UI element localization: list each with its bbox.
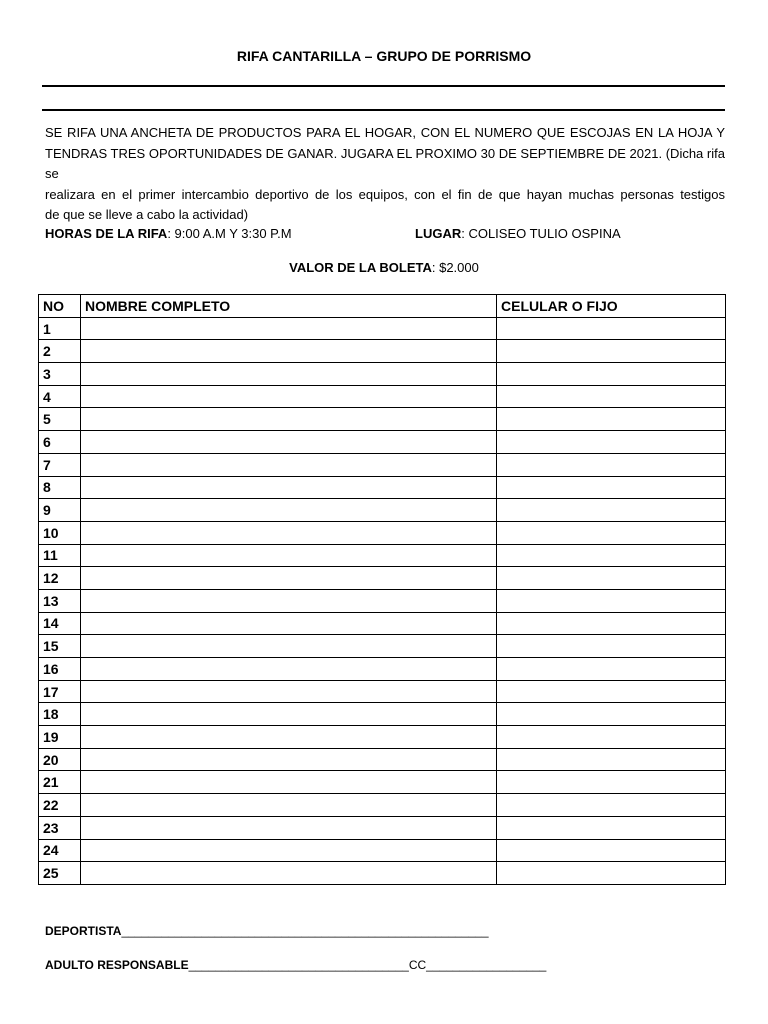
phone-cell[interactable] [497,544,726,567]
name-cell[interactable] [81,771,497,794]
phone-cell[interactable] [497,499,726,522]
phone-cell[interactable] [497,794,726,817]
name-cell[interactable] [81,363,497,386]
table-header-row [39,295,726,318]
row-number: 21 [39,771,81,794]
cc-line[interactable]: __________________ [426,958,547,972]
guardian-label: ADULTO RESPONSABLE [45,958,189,972]
table-row [39,431,726,454]
row-number: 7 [39,453,81,476]
raffle-hours-value: : 9:00 A.M Y 3:30 P.M [167,226,292,241]
name-cell[interactable] [81,385,497,408]
phone-cell[interactable] [497,726,726,749]
name-cell[interactable] [81,431,497,454]
row-number: 2 [39,340,81,363]
page-title: RIFA CANTARILLA – GRUPO DE PORRISMO [236,48,532,64]
row-number: 5 [39,408,81,431]
guardian-signature [45,958,546,972]
table-row [39,748,726,771]
name-cell[interactable] [81,794,497,817]
divider-line [42,109,725,111]
phone-cell[interactable] [497,635,726,658]
table-row [39,658,726,681]
header-no: NO [39,295,81,318]
phone-cell[interactable] [497,521,726,544]
table-row [39,726,726,749]
row-number: 24 [39,839,81,862]
raffle-place [415,226,621,241]
name-cell[interactable] [81,816,497,839]
guardian-signature-line[interactable]: _________________________________ [188,958,409,972]
phone-cell[interactable] [497,453,726,476]
row-number: 15 [39,635,81,658]
name-cell[interactable] [81,658,497,681]
name-cell[interactable] [81,589,497,612]
table-row [39,476,726,499]
row-number: 22 [39,794,81,817]
table-row [39,816,726,839]
phone-cell[interactable] [497,589,726,612]
phone-cell[interactable] [497,476,726,499]
row-number: 4 [39,385,81,408]
row-number: 8 [39,476,81,499]
name-cell[interactable] [81,317,497,340]
row-number: 9 [39,499,81,522]
table-row [39,363,726,386]
header-phone: CELULAR O FIJO [497,295,726,318]
table-row [39,317,726,340]
phone-cell[interactable] [497,408,726,431]
table-row [39,408,726,431]
name-cell[interactable] [81,476,497,499]
athlete-label: DEPORTISTA [45,924,122,938]
row-number: 6 [39,431,81,454]
phone-cell[interactable] [497,340,726,363]
row-number: 25 [39,862,81,885]
row-number: 19 [39,726,81,749]
phone-cell[interactable] [497,816,726,839]
name-cell[interactable] [81,839,497,862]
table-row [39,385,726,408]
cc-label: CC [408,958,427,972]
row-number: 16 [39,658,81,681]
phone-cell[interactable] [497,385,726,408]
table-row [39,612,726,635]
phone-cell[interactable] [497,658,726,681]
ticket-price-label: VALOR DE LA BOLETA [289,260,432,275]
row-number: 14 [39,612,81,635]
participants-table [38,294,726,885]
name-cell[interactable] [81,726,497,749]
intro-line: realizara en el primer intercambio deportivo de los equipos, con el fin de que hayan muchas personas testigos [45,186,725,202]
name-cell[interactable] [81,612,497,635]
intro-line: de que se lleve a cabo la actividad) [45,207,249,222]
raffle-place-value: : COLISEO TULIO OSPINA [461,226,621,241]
row-number: 13 [39,589,81,612]
row-number: 20 [39,748,81,771]
name-cell[interactable] [81,862,497,885]
phone-cell[interactable] [497,680,726,703]
divider-line [42,85,725,87]
table-row [39,703,726,726]
table-body [39,317,726,884]
raffle-place-label: LUGAR [415,226,462,241]
raffle-hours-label: HORAS DE LA RIFA [45,226,168,241]
athlete-signature [45,924,489,938]
name-cell[interactable] [81,408,497,431]
table-row [39,771,726,794]
ticket-price-value: : $2.000 [431,260,479,275]
name-cell[interactable] [81,635,497,658]
phone-cell[interactable] [497,748,726,771]
phone-cell[interactable] [497,363,726,386]
table-row [39,635,726,658]
row-number: 12 [39,567,81,590]
table-row [39,680,726,703]
name-cell[interactable] [81,499,497,522]
name-cell[interactable] [81,680,497,703]
row-number: 3 [39,363,81,386]
table-row [39,589,726,612]
table-row [39,794,726,817]
name-cell[interactable] [81,703,497,726]
athlete-signature-line[interactable]: _______________________________________________________ [121,924,489,938]
phone-cell[interactable] [497,431,726,454]
name-cell[interactable] [81,453,497,476]
phone-cell[interactable] [497,317,726,340]
phone-cell[interactable] [497,862,726,885]
phone-cell[interactable] [497,771,726,794]
phone-cell[interactable] [497,839,726,862]
phone-cell[interactable] [497,612,726,635]
raffle-hours [45,226,292,241]
name-cell[interactable] [81,748,497,771]
row-number: 23 [39,816,81,839]
name-cell[interactable] [81,521,497,544]
table-row [39,567,726,590]
name-cell[interactable] [81,544,497,567]
table-row [39,499,726,522]
row-number: 18 [39,703,81,726]
name-cell[interactable] [81,340,497,363]
table-row [39,862,726,885]
ticket-price [0,260,768,275]
intro-paragraph [45,123,725,226]
row-number: 1 [39,317,81,340]
row-number: 17 [39,680,81,703]
table-row [39,544,726,567]
table-row [39,521,726,544]
table-row [39,839,726,862]
table-row [39,453,726,476]
name-cell[interactable] [81,567,497,590]
header-name: NOMBRE COMPLETO [81,295,497,318]
intro-line: SE RIFA UNA ANCHETA DE PRODUCTOS PARA EL HOGAR, CON EL NUMERO QUE ESCOJAS EN LA HOJA Y [45,125,725,140]
phone-cell[interactable] [497,703,726,726]
row-number: 11 [39,544,81,567]
table-row [39,340,726,363]
intro-line: TENDRAS TRES OPORTUNIDADES DE GANAR. JUGARA EL PROXIMO 30 DE SEPTIEMBRE DE 2021. (Dicha rifa se [45,145,725,181]
row-number: 10 [39,521,81,544]
phone-cell[interactable] [497,567,726,590]
